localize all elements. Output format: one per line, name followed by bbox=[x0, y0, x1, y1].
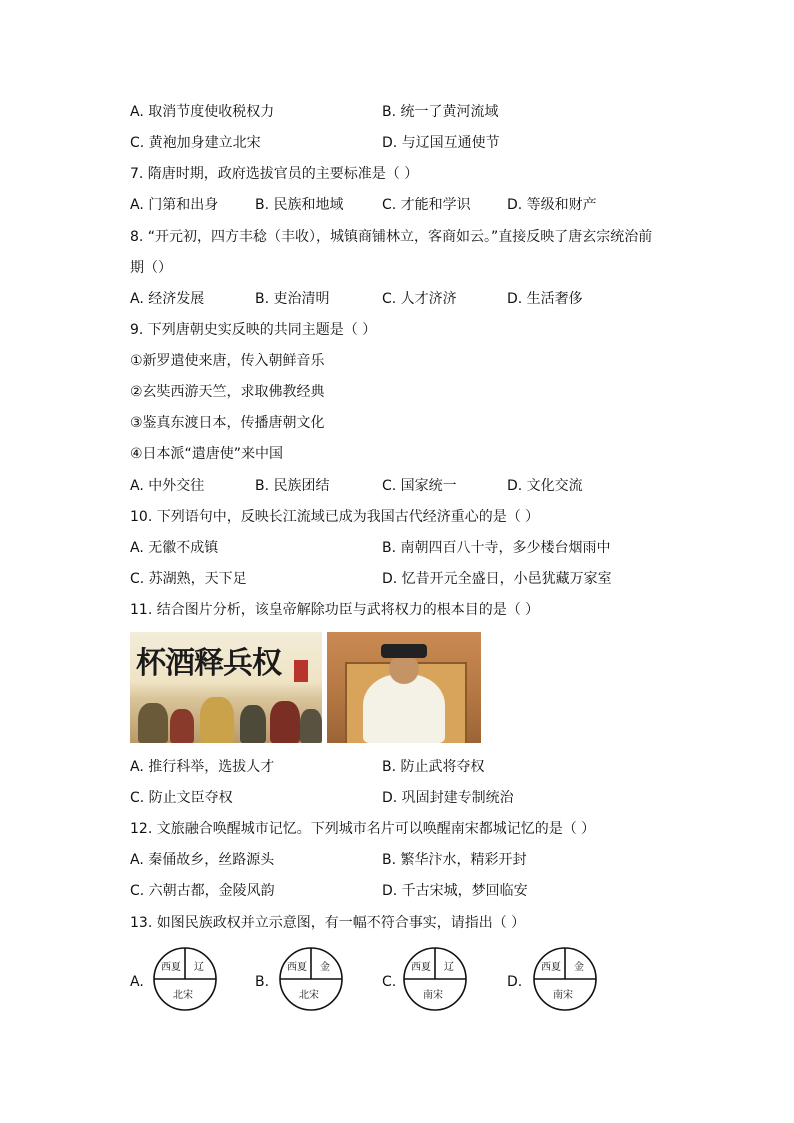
q10-option-d: D. 忆昔开元全盛日，小邑犹藏万家室 bbox=[382, 571, 612, 587]
head-shape bbox=[389, 654, 419, 684]
diagram-label-top-right: 金 bbox=[574, 962, 584, 973]
diagram-label-bottom: 北宋 bbox=[299, 990, 319, 1001]
diagram-label-bottom: 南宋 bbox=[553, 990, 573, 1001]
q9-option-a: A. 中外交往 bbox=[130, 478, 205, 494]
regime-circle-diagram bbox=[152, 946, 218, 1012]
figure-shape bbox=[170, 709, 194, 743]
diagram-label-top-right: 辽 bbox=[194, 962, 204, 973]
q13-stem: 13. 如图民族政权并立示意图，有一幅不符合事实，请指出（ ） bbox=[130, 915, 526, 931]
q11-option-d: D. 巩固封建专制统治 bbox=[382, 790, 514, 806]
q9-option-c: C. 国家统一 bbox=[382, 478, 457, 494]
figure-shape bbox=[240, 705, 266, 743]
q6-option-a: A. 取消节度使收税权力 bbox=[130, 104, 275, 120]
diagram-label-top-left: 西夏 bbox=[287, 962, 307, 973]
figure-shape bbox=[200, 697, 234, 743]
regime-circle-diagram bbox=[402, 946, 468, 1012]
q13-diagram-d bbox=[532, 946, 598, 1012]
q7-option-c: C. 才能和学识 bbox=[382, 197, 471, 213]
q8-stem-continued: 期（） bbox=[130, 260, 172, 276]
q10-option-c: C. 苏湖熟，天下足 bbox=[130, 571, 247, 587]
q13-option-b-label: B. bbox=[255, 974, 270, 990]
q7-option-a: A. 门第和出身 bbox=[130, 197, 219, 213]
q9-stem: 9. 下列唐朝史实反映的共同主题是（ ） bbox=[130, 322, 377, 338]
figure-shape bbox=[138, 703, 168, 743]
q13-option-a-label: A. bbox=[130, 974, 144, 990]
q10-option-a: A. 无徽不成镇 bbox=[130, 540, 219, 556]
q8-option-a: A. 经济发展 bbox=[130, 291, 205, 307]
q9-item-3: ③鉴真东渡日本，传播唐朝文化 bbox=[130, 415, 325, 431]
q9-item-2: ②玄奘西游天竺，求取佛教经典 bbox=[130, 384, 325, 400]
diagram-label-bottom: 北宋 bbox=[173, 990, 193, 1001]
banquet-painting-image bbox=[130, 632, 322, 743]
q10-stem: 10. 下列语句中，反映长江流域已成为我国古代经济重心的是（ ） bbox=[130, 509, 540, 525]
q12-option-a: A. 秦俑故乡，丝路源头 bbox=[130, 852, 275, 868]
diagram-label-top-left: 西夏 bbox=[411, 962, 431, 973]
q6-option-b: B. 统一了黄河流域 bbox=[382, 104, 499, 120]
q12-option-c: C. 六朝古都，金陵风韵 bbox=[130, 883, 275, 899]
q13-option-c-label: C. bbox=[382, 974, 397, 990]
regime-circle-diagram bbox=[532, 946, 598, 1012]
q9-option-d: D. 文化交流 bbox=[507, 478, 583, 494]
diagram-label-top-right: 辽 bbox=[444, 962, 454, 973]
diagram-label-top-right: 金 bbox=[320, 962, 330, 973]
figure-shape bbox=[270, 701, 300, 743]
q13-diagram-c bbox=[402, 946, 468, 1012]
q8-option-b: B. 吏治清明 bbox=[255, 291, 330, 307]
q8-stem: 8. “开元初，四方丰稔（丰收），城镇商铺林立，客商如云。”直接反映了唐玄宗统治前 bbox=[130, 229, 653, 245]
emperor-portrait-image bbox=[327, 632, 481, 743]
diagram-label-top-left: 西夏 bbox=[541, 962, 561, 973]
q8-option-c: C. 人才济济 bbox=[382, 291, 457, 307]
hat-shape bbox=[381, 644, 427, 658]
q7-stem: 7. 隋唐时期，政府选拔官员的主要标准是（ ） bbox=[130, 166, 419, 182]
q9-item-4: ④日本派“遣唐使”来中国 bbox=[130, 446, 284, 462]
q7-option-b: B. 民族和地域 bbox=[255, 197, 344, 213]
calligraphy-title: 杯酒释兵权 bbox=[136, 646, 281, 681]
q12-option-d: D. 千古宋城，梦回临安 bbox=[382, 883, 528, 899]
q10-option-b: B. 南朝四百八十寺，多少楼台烟雨中 bbox=[382, 540, 611, 556]
q13-option-d-label: D. bbox=[507, 974, 523, 990]
q13-diagram-b bbox=[278, 946, 344, 1012]
q6-option-c: C. 黄袍加身建立北宋 bbox=[130, 135, 261, 151]
q7-option-d: D. 等级和财产 bbox=[507, 197, 597, 213]
diagram-label-top-left: 西夏 bbox=[161, 962, 181, 973]
q8-option-d: D. 生活奢侈 bbox=[507, 291, 583, 307]
q9-option-b: B. 民族团结 bbox=[255, 478, 330, 494]
diagram-label-bottom: 南宋 bbox=[423, 990, 443, 1001]
q11-option-a: A. 推行科举，选拔人才 bbox=[130, 759, 275, 775]
q11-stem: 11. 结合图片分析，该皇帝解除功臣与武将权力的根本目的是（ ） bbox=[130, 602, 540, 618]
q9-item-1: ①新罗遣使来唐，传入朝鲜音乐 bbox=[130, 353, 325, 369]
q12-option-b: B. 繁华汴水，精彩开封 bbox=[382, 852, 527, 868]
q6-option-d: D. 与辽国互通使节 bbox=[382, 135, 500, 151]
red-seal-stamp bbox=[294, 660, 308, 682]
q11-option-b: B. 防止武将夺权 bbox=[382, 759, 485, 775]
robe-shape bbox=[363, 674, 445, 743]
figure-shape bbox=[300, 709, 322, 743]
q12-stem: 12. 文旅融合唤醒城市记忆。下列城市名片可以唤醒南宋都城记忆的是（ ） bbox=[130, 821, 596, 837]
regime-circle-diagram bbox=[278, 946, 344, 1012]
q11-option-c: C. 防止文臣夺权 bbox=[130, 790, 233, 806]
q13-diagram-a bbox=[152, 946, 218, 1012]
